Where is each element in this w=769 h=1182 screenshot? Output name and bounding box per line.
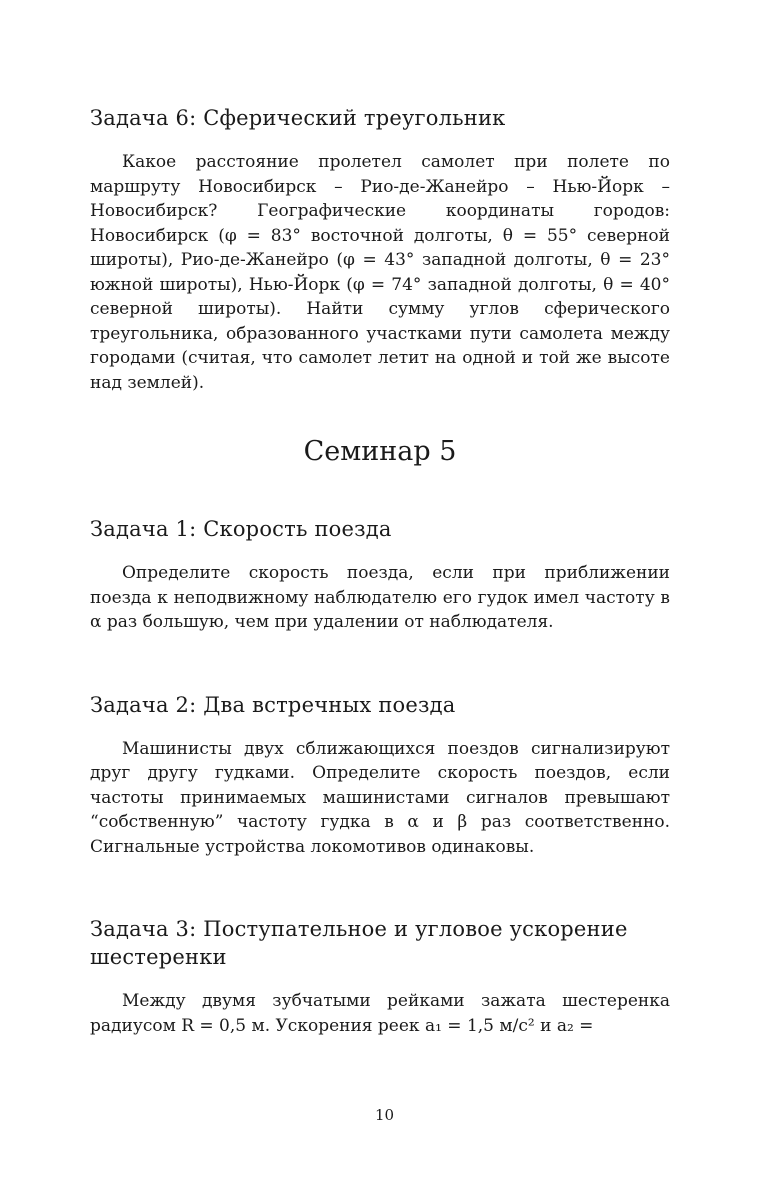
task-3-title: Задача 3: Поступательное и угловое ускорение шестеренки bbox=[90, 917, 628, 969]
task-2-body: Машинисты двух сближающихся поездов сигнализируют друг другу гудками. Определите скорость поездов, если частоты принимаемых машинистами сигналов превышают “собственную” частоту гудка в α и β раз соответственно. Сигнальные устройства локомотивов одинаковы. bbox=[90, 738, 670, 857]
task-1-body: Определите скорость поезда, если при приближении поезда к неподвижному наблюдателю его гудок имел частоту в α раз большую, чем при удалении от наблюдателя. bbox=[90, 563, 670, 632]
page-content bbox=[90, 104, 670, 1038]
task-6-title: Задача 6: Сферический треугольник bbox=[90, 106, 506, 130]
task-1-title: Задача 1: Скорость поезда bbox=[90, 517, 392, 541]
task-3-body: Между двумя зубчатыми рейками зажата шестеренка радиусом R = 0,5 м. Ускорения реек a₁ = 1,5 м/с² и a₂ = bbox=[90, 991, 670, 1036]
task-2-title: Задача 2: Два встречных поезда bbox=[90, 692, 456, 717]
seminar-title: Семинар 5 bbox=[303, 436, 457, 467]
page-number: 10 bbox=[374, 1106, 395, 1124]
task-6-body: Какое расстояние пролетел самолет при полете по маршруту Новосибирск – Рио-де-Жанейро – Нью-Йорк – Новосибирск? Географические координаты городов: Новосибирск (φ = 83° восточной долготы, θ = 55° северной широты), Рио-де-Жанейро (φ = 43° западной долготы, θ = 23° южной широты), Нью-Йорк (φ = 74° западной долготы, θ = 40° северной широты). Найти сумму углов сферического треугольника, образованного участками пути самолета между городами (считая, что самолет летит на одной и той же высоте над землей). bbox=[90, 152, 670, 393]
